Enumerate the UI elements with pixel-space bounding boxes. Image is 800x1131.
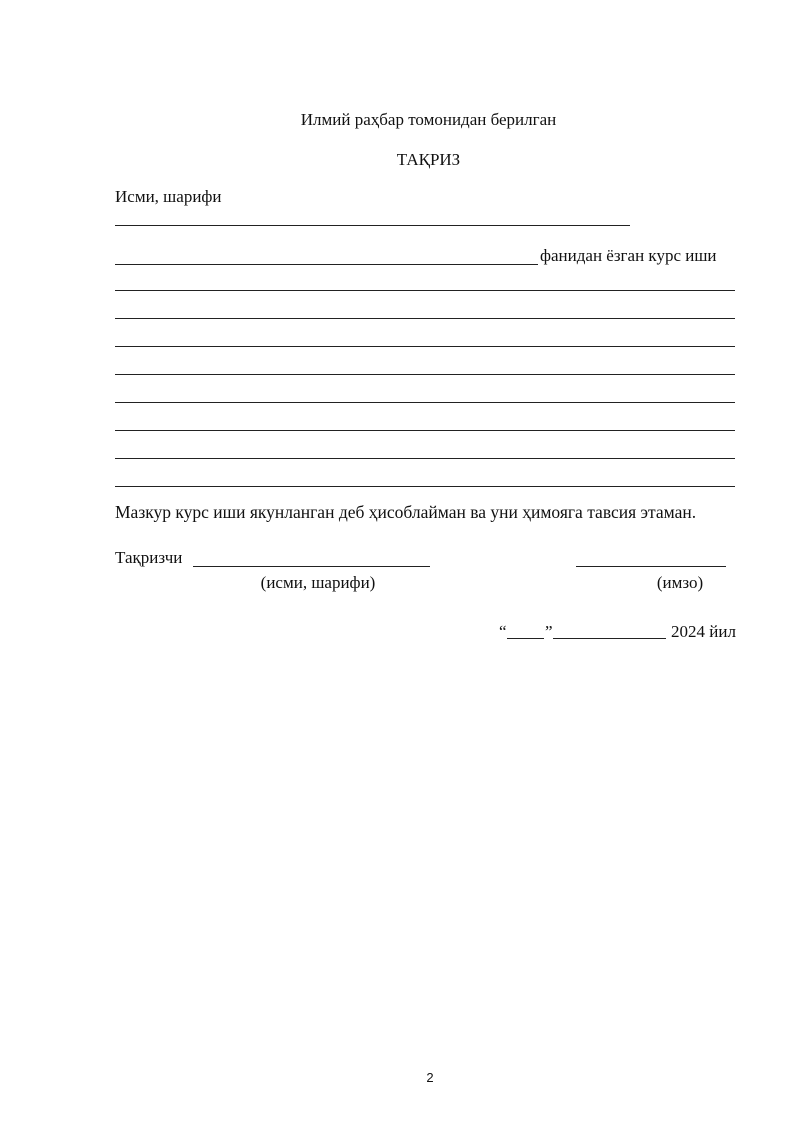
date-open-quote: “ — [499, 622, 507, 641]
date-year: 2024 йил — [671, 622, 736, 641]
date-day-line — [507, 638, 544, 639]
date-month-line — [553, 638, 666, 639]
review-line — [115, 318, 735, 319]
signature-line — [576, 566, 726, 567]
subject-suffix: фанидан ёзган курс иши — [540, 246, 717, 265]
review-line — [115, 346, 735, 347]
subject-blank-line — [115, 264, 538, 265]
review-line — [115, 458, 735, 459]
signature-caption: (имзо) — [656, 573, 704, 592]
page-number: 2 — [426, 1070, 434, 1085]
review-line — [115, 402, 735, 403]
review-line — [115, 486, 735, 487]
reviewer-label: Тақризчи — [115, 548, 183, 567]
date-close-quote: ” — [545, 622, 553, 641]
review-line — [115, 374, 735, 375]
review-line — [115, 430, 735, 431]
review-line — [115, 290, 735, 291]
reviewer-name-line — [193, 566, 430, 567]
name-caption: (исми, шарифи) — [260, 573, 376, 592]
name-blank-line — [115, 225, 630, 226]
document-subtitle: Илмий раҳбар томонидан берилган — [300, 110, 557, 129]
document-title: ТАҚРИЗ — [396, 150, 461, 169]
name-label: Исми, шарифи — [115, 187, 222, 206]
conclusion-text: Мазкур курс иши якунланган деб ҳисоблайман ва уни ҳимояга тавсия этаман. — [115, 502, 697, 522]
